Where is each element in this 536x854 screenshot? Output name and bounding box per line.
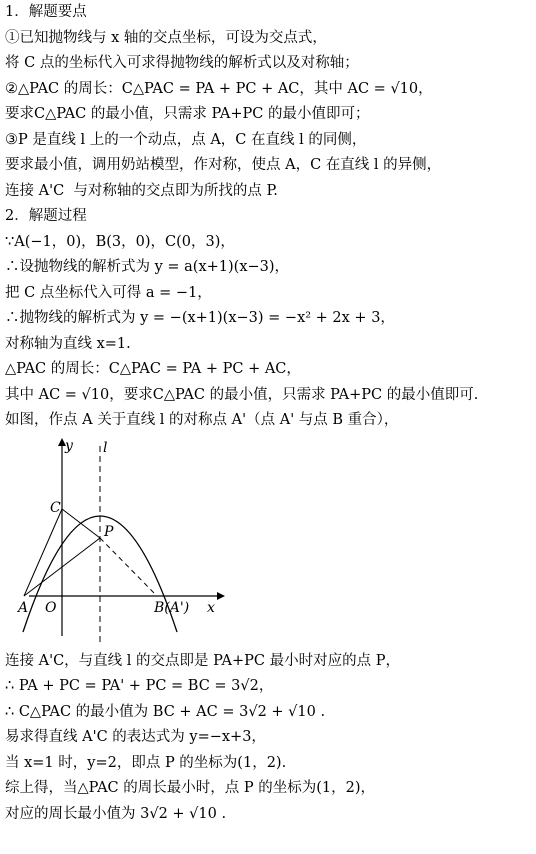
- process-line: 对称轴为直线 x=1.: [5, 335, 131, 352]
- solution-document: [5, 0, 533, 827]
- key-point-line: ②△PAC 的周长：C△PAC = PA + PC + AC，其中 AC = √10，: [5, 80, 433, 97]
- conclusion-line: ∴ PA + PC = PA' + PC = BC = 3√2，: [5, 678, 274, 694]
- process-line: ∴设抛物线的解析式为 y = a(x+1)(x−3)，: [5, 259, 290, 275]
- process-line: ∵A(−1，0)，B(3，0)，C(0，3)，: [5, 233, 235, 250]
- conclusion-line: 连接 A'C，与直线 l 的交点即是 PA+PC 最小时对应的点 P，: [5, 652, 400, 669]
- point-A-label: A: [18, 599, 29, 616]
- point-C-label: C: [50, 499, 61, 516]
- conclusion-line: 当 x=1 时，y=2，即点 P 的坐标为(1，2).: [5, 754, 287, 771]
- key-point-line: 要求最小值，调用奶站模型，作对称，使点 A，C 在直线 l 的异侧，: [5, 157, 442, 173]
- key-point-line: ③P 是直线 l 上的一个动点，点 A，C 在直线 l 的同侧，: [5, 131, 367, 148]
- key-point-line: 要求C△PAC 的最小值，只需求 PA+PC 的最小值即可；: [5, 106, 370, 122]
- parabola-figure: [5, 434, 533, 649]
- conclusion-line: 易求得直线 A'C 的表达式为 y=−x+3，: [5, 729, 266, 745]
- point-P-label: P: [104, 523, 114, 540]
- conclusion-line: ∴ C△PAC 的最小值为 BC + AC = 3√2 + √10 .: [5, 703, 326, 720]
- process-line: 如图，作点 A 关于直线 l 的对称点 A'（点 A' 与点 B 重合），: [5, 412, 399, 428]
- process-line: ∴抛物线的解析式为 y = −(x+1)(x−3) = −x² + 2x + 3，: [5, 310, 395, 326]
- conclusion-line: 对应的周长最小值为 3√2 + √10 .: [5, 805, 227, 822]
- segment-PB: [100, 538, 157, 596]
- process-line: 把 C 点坐标代入可得 a = −1，: [5, 284, 212, 301]
- line-l-label: l: [103, 439, 108, 456]
- origin-O-label: O: [45, 599, 57, 616]
- y-axis-label: y: [65, 437, 73, 454]
- segment-CP: [62, 509, 100, 538]
- conclusion-line: 综上得，当△PAC 的周长最小时，点 P 的坐标为(1，2)，: [5, 780, 375, 796]
- process-line: △PAC 的周长：C△PAC = PA + PC + AC，: [5, 361, 301, 377]
- key-point-line: 将 C 点的坐标代入可求得抛物线的解析式以及对称轴；: [5, 55, 359, 71]
- process-line: 其中 AC = √10，要求C△PAC 的最小值，只需求 PA+PC 的最小值即可.: [5, 386, 479, 403]
- key-point-line: ①已知抛物线与 x 轴的交点坐标，可设为交点式，: [5, 29, 327, 46]
- x-axis-label: x: [207, 599, 215, 616]
- section-heading-key-points: 1．解题要点: [5, 4, 87, 20]
- x-axis-arrow-icon: [217, 592, 225, 600]
- section-heading-process: 2．解题过程: [5, 208, 87, 224]
- point-B-label: B(A'): [154, 599, 190, 616]
- key-point-line: 连接 A'C 与对称轴的交点即为所找的点 P.: [5, 182, 278, 199]
- parabola-diagram: [17, 436, 227, 648]
